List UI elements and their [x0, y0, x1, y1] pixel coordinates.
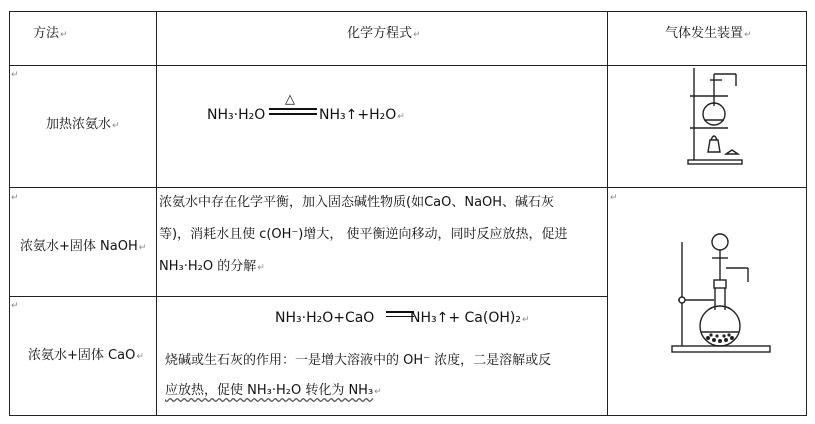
row3-equation-right — [410, 310, 530, 327]
header-equation-text: 化学方程式 — [347, 26, 413, 41]
row-divider-3 — [9, 296, 607, 297]
row3-method — [28, 348, 144, 364]
equal-bar-top — [269, 108, 317, 110]
equal-bar-bottom — [269, 113, 317, 115]
row1-reactant: NH₃·H₂O — [207, 107, 266, 123]
return-mark: ↵ — [11, 301, 19, 311]
row3-products: NH₃↑+ Ca(OH)₂ — [410, 310, 521, 326]
row2-method-text: 浓氨水+固体 NaOH — [20, 239, 138, 254]
return-mark: ↵ — [397, 112, 405, 122]
row2-explanation — [159, 187, 605, 284]
row1-method-text: 加热浓氨水 — [46, 117, 112, 132]
header-apparatus — [665, 26, 752, 42]
col-divider-1 — [156, 11, 157, 416]
row3-equation-left — [275, 310, 374, 327]
table-border-top — [9, 11, 807, 12]
row1-equation — [207, 107, 265, 124]
row2-method — [20, 239, 146, 255]
return-mark: ↵ — [744, 30, 752, 40]
row3-explanation — [165, 346, 605, 407]
return-mark: ↵ — [610, 193, 618, 203]
return-mark: ↵ — [413, 30, 421, 40]
row1-condition-arrow — [269, 92, 317, 122]
table-border-bottom — [9, 415, 807, 416]
header-apparatus-text: 气体发生装置 — [665, 26, 744, 41]
return-mark: ↵ — [374, 387, 382, 397]
header-equation — [347, 26, 421, 42]
header-method — [33, 26, 68, 42]
row3-method-text: 浓氨水+固体 CaO — [28, 348, 136, 363]
row2-line1: 浓氨水中存在化学平衡，加入固态碱性物质(如CaO、NaOH、碱石灰 — [159, 195, 555, 210]
return-mark: ↵ — [112, 121, 120, 131]
row1-products-wrap — [319, 107, 405, 124]
row3-reactants: NH₃·H₂O+CaO — [275, 310, 375, 326]
row2-line3-wrap — [159, 251, 605, 284]
row3-line2: 应放热，促使 NH₃·H₂O 转化为 NH₃ — [165, 383, 374, 398]
return-mark: ↵ — [521, 315, 530, 325]
return-mark: ↵ — [11, 193, 19, 203]
dropping-funnel-apparatus-icon — [668, 228, 776, 360]
header-method-text: 方法 — [33, 26, 60, 41]
return-mark: ↵ — [11, 70, 19, 80]
table-border-right — [806, 11, 807, 416]
row3-line2-wrap — [165, 376, 605, 407]
heat-symbol: △ — [285, 92, 295, 107]
return-mark: ↵ — [136, 352, 144, 362]
return-mark: ↵ — [257, 263, 265, 273]
col-divider-2 — [607, 11, 608, 416]
row2-line3: NH₃·H₂O 的分解 — [159, 259, 257, 274]
heating-apparatus-icon — [680, 66, 750, 170]
row2-line2: 等)，消耗水且使 c(OH⁻)增大， 使平衡逆向移动，同时反应放热，促进 — [159, 227, 568, 242]
row1-method — [46, 117, 120, 133]
row1-products: NH₃↑+H₂O — [319, 107, 397, 123]
return-mark: ↵ — [138, 243, 147, 253]
row3-line1: 烧碱或生石灰的作用：一是增大溶液中的 OH⁻ 浓度，二是溶解或反 — [165, 353, 552, 368]
return-mark: ↵ — [60, 30, 68, 40]
table-border-left — [9, 11, 10, 416]
